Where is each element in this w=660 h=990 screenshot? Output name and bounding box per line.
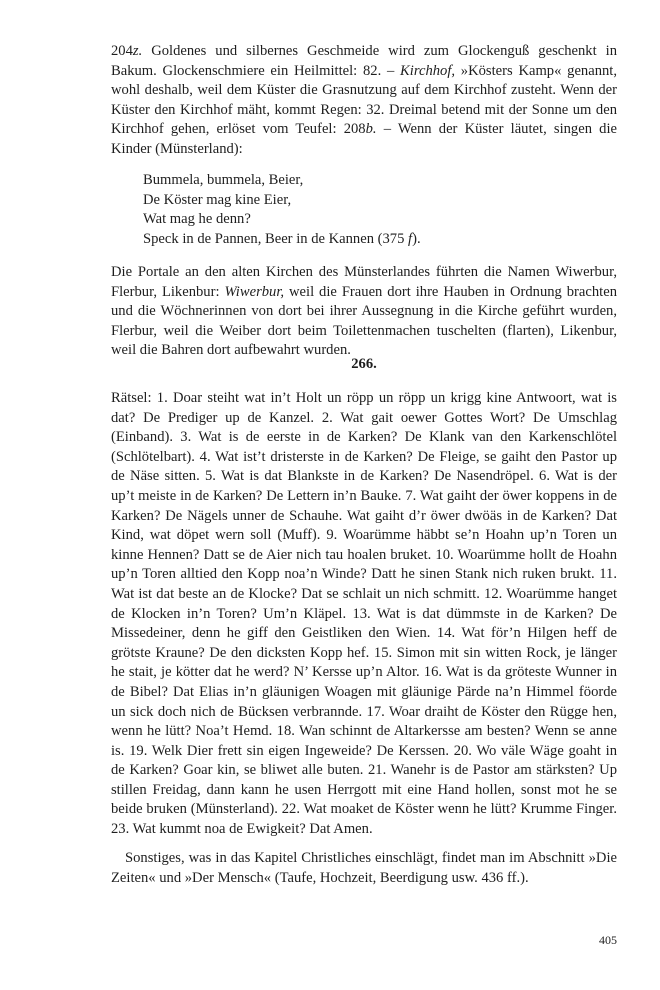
verse-line: De Köster mag kine Eier, (143, 191, 292, 208)
section-heading: 266. (351, 356, 377, 372)
text-run: Goldenes und silbernes Geschmeide wird zum Glockenguß geschenkt in Bakum. Glockenschmiere ein Heilmittel: 82. – (111, 43, 617, 79)
verse-block (143, 171, 421, 249)
italic-term-wiwerbur: Wiwerbur, (224, 283, 285, 300)
paragraph-church-portals (111, 263, 617, 361)
paragraph-riddles: Rätsel: 1. Doar steiht wat in’t Holt un röpp un röpp un krigg kine Antwoort, wat is dat? De Prediger up de Kanzel. 2. Wat gait oewer Gottes Wort? De Umschlag (Einband). 3. Wat is de eerste in de Karken? De Klank van den Karkenschlötel (Schlötelbart). 4. Wat ist’t dristerste in de Karken? De Fleige, se gaiht den Pastor up de Näse sitten. 5. Wat is dat Blankste in de Karken? De Nasendröpel. 6. Wat is der up’t meiste in de Karken? De Lettern in’n Bauke. 7. Wat gaiht der öwer koppens in de Karken? De Nägels unner de Schauhe. Wat gaiht d’r öwer dwöäs in de Karken? Dat Kind, wat döpet wern soll (Muff). 9. Woarümme häbbt se’n Hoahn up’n Toren un kinne Hennen? Datt se de Aier nich tau hoalen bruket. 10. Woarümme hollt de Hoahn up’n Toren alltied den Kopp noa’n Winde? Datt he sinen Stank nich ruken brukt. 11. Wat ist dat beste an de Klocke? Dat se schlait un nich schmitt. 12. Woarümme hanget de Klocken in’n Toren? Um’n Kläpel. 13. Wat is dat dümmste in de Karken? De Missedeiner, denn he giff den Geistliken den Wien. 14. Wat för’n Hilgen heff de grötste Kraune? De den dicksten Kopp hef. 15. Simon mit sin witten Rock, je länger he stait, je kötter dat he werd? N’ Kersse up’n Altor. 16. Wat is da gröteste Wunner in de Bibel? Dat Elias in’n gläunigen Woagen mit gläunige Pärde na’n Himmel föorde un sick doch nich de Bücksen verbrannde. 17. Woar draiht de Köster den Rügge hen, wenn he lütt? Noa’t Hemd. 18. Wan schinnt de Altarkersse am besten? Wenn se anne is. 19. Welk Dier frett sin eigen Ingeweide? De Kerssen. 20. Wo väle Wäge goaht in de Karken? Goar kin, se bliwet alle buten. 21. Wanehr is de Pastor am stärksten? Up stillen Freidag, dann kann he usen Herrgott mit eine Hand hollen, sonst mot he se beide bruken (Münsterland). 22. Wat moaket de Köster wenn he lütt? Krumme Finger. 23. Wat kummt noa de Ewigkeit? Dat Amen. (111, 390, 617, 838)
verse-line (143, 230, 421, 250)
italic-run: b. (365, 121, 377, 138)
text-run: ). (412, 230, 421, 247)
italic-run: f (408, 230, 413, 247)
paragraph-cross-reference: Sonstiges, was in das Kapitel Christliches einschlägt, findet man im Abschnitt »Die Zeiten« und »Der Mensch« (Taufe, Hochzeit, Beerdigung usw. 436 ff.). (111, 850, 617, 886)
text-run: Speck in de Pannen, Beer in de Kannen (375 (143, 230, 409, 247)
text-run: 204 (111, 43, 133, 59)
page-number: 405 (599, 933, 617, 947)
text-run: Die Portale an den alten Kirchen des Münsterlandes führten die Namen Wiwerbur, Flerbur, Likenbur: (111, 264, 617, 300)
text-run: »Kösters Kamp« genannt, wohl deshalb, weil dem Küster die Grasnutzung auf dem Kirchhof zusteht. Wenn der Küster den Kirchhof mäht, kommt Regen: 32. Dreimal betend mit der Sonne um den Kirchhof gehen, erlöset vom Teufel: 208 (111, 62, 618, 138)
verse-line: Bummela, bummela, Beier, (143, 172, 304, 188)
text-run: – Wenn der Küster läutet, singen die Kinder (Münsterland): (111, 121, 617, 157)
paragraph-church-customs (111, 42, 617, 160)
text-run: weil die Frauen dort ihre Hauben in Ordnung brachten und die Wöchnerinnen von dort bei ihrer Aussegnung in die Kirche geführt wurden, Flerbur, weil die Weiber dort beim Toilettenmachen tuschelten (flarten), Likenbur, weil die Bahren dort aufbewahrt wurden. (111, 283, 618, 359)
verse-line: Wat mag he denn? (143, 211, 251, 228)
italic-term-kirchhof: Kirchhof, (400, 62, 456, 79)
italic-run: z. (132, 43, 143, 59)
